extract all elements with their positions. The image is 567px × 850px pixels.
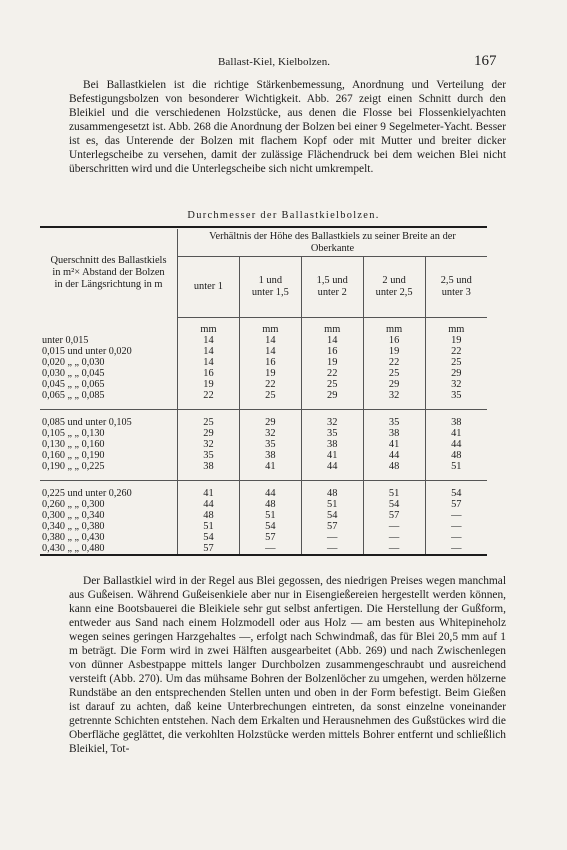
table-caption: Durchmesser der Ballastkielbolzen. [187, 210, 380, 221]
value-cell: 57 [239, 532, 301, 543]
value-cell: 51 [363, 481, 425, 500]
value-cell: 14 [178, 335, 240, 346]
table-row [40, 335, 487, 346]
value-cell: 35 [301, 428, 363, 439]
table [40, 229, 487, 554]
value-cell: 41 [363, 439, 425, 450]
value-cell: 51 [301, 499, 363, 510]
value-cell: 22 [363, 357, 425, 368]
value-cell: 16 [301, 346, 363, 357]
table-row [40, 390, 487, 410]
value-cell: 41 [178, 481, 240, 500]
value-cell: 19 [301, 357, 363, 368]
value-cell: 48 [178, 510, 240, 521]
row-label: 0,380 „ „ 0,430 [40, 532, 178, 543]
value-cell: 57 [178, 543, 240, 554]
row-label: 0,300 „ „ 0,340 [40, 510, 178, 521]
page-header [0, 53, 567, 72]
row-label: 0,030 „ „ 0,045 [40, 368, 178, 379]
value-cell: 14 [239, 346, 301, 357]
value-cell: 14 [239, 335, 301, 346]
unit-cell: mm [301, 318, 363, 336]
value-cell: 29 [363, 379, 425, 390]
running-head: Ballast-Kiel, Kielbolzen. [218, 56, 331, 68]
value-cell: 51 [425, 461, 487, 481]
value-cell: 29 [301, 390, 363, 410]
value-cell: 14 [178, 346, 240, 357]
table-body [40, 318, 487, 555]
table-row [40, 428, 487, 439]
table-row [40, 439, 487, 450]
unit-row-label [40, 318, 178, 336]
table-row [40, 450, 487, 461]
value-cell: 16 [178, 368, 240, 379]
value-cell: 41 [451, 428, 462, 439]
row-label: 0,260 „ „ 0,300 [40, 499, 178, 510]
value-cell: 57 [363, 510, 425, 521]
row-label: 0,430 „ „ 0,480 [40, 543, 178, 554]
value-cell: 44 [301, 461, 363, 481]
row-label: 0,130 „ „ 0,160 [40, 439, 178, 450]
value-cell: 41 [301, 450, 363, 461]
value-cell: 22 [178, 390, 240, 410]
row-label: 0,015 und unter 0,020 [40, 346, 178, 357]
value-cell: 38 [451, 417, 462, 428]
value-cell: 25 [178, 410, 240, 429]
paragraph-casting: Der Ballastkiel wird in der Regel aus Blei gegossen, des niedrigen Preises wegen manchmal aus Gußeisen. Während Gußeisenkiele aber nur in Eisengießereien hergestellt werden können, kann eine Bootsbauerei die Bleikiele sehr gut selbst anfertigen. Die Herstellung der Gußform, entweder aus Sand nach einem Holzmodell oder aus Holz — am besten aus Whitepineholz wegen seines geringen Harzgehaltes —, erfolgt nach Schwindmaß, das für Blei 20,5 mm auf 1 m beträgt. Die Form wird in zwei Hälften ausgearbeitet (Abb. 269) und nach Zwischenlegen von dünner Asbestpappe mittels langer Durchbolzen zusammengeschraubt und ausreichend versteift (Abb. 270). Um das mühsame Bohren der Bolzenlöcher zu umgehen, werden hölzerne Rundstäbe an den entsprechenden Stellen unten und oben in der Form befestigt. Beim Gießen ist darauf zu achten, daß keine Unterbrechungen eintreten, da sonst einzelne voneinander getrennte Schichten entstehen. Nach dem Erkalten und Herausnehmen des Gußstückes wird die Oberfläche geglättet, die verkohlten Holzstücke werden mittels Bohrer entfernt und schließlich Bleikiel, Tot- [69, 575, 506, 755]
table-row [40, 410, 487, 429]
value-cell: 16 [239, 357, 301, 368]
value-cell: 54 [363, 499, 425, 510]
value-cell: 19 [178, 379, 240, 390]
value-cell: 19 [239, 368, 301, 379]
table-row [40, 461, 487, 481]
value-cell: 32 [451, 379, 462, 390]
value-cell: — [451, 510, 462, 521]
value-cell: 32 [178, 439, 240, 450]
row-label: unter 0,015 [40, 335, 178, 346]
table-row [40, 368, 487, 379]
value-cell: 54 [178, 532, 240, 543]
value-cell: 38 [239, 450, 301, 461]
value-cell: 19 [451, 335, 462, 346]
unit-row [40, 318, 487, 336]
value-cell: — [301, 532, 363, 543]
value-cell: 41 [239, 461, 301, 481]
value-cell: — [239, 543, 301, 554]
value-cell: 14 [301, 335, 363, 346]
value-cell: 16 [363, 335, 425, 346]
value-cell: — [301, 543, 363, 554]
value-cell: 38 [178, 461, 240, 481]
value-cell: 51 [178, 521, 240, 532]
row-label: 0,340 „ „ 0,380 [40, 521, 178, 532]
unit-cell: mm [448, 324, 465, 335]
value-cell: 38 [363, 428, 425, 439]
value-cell: 51 [239, 510, 301, 521]
value-cell: 44 [239, 481, 301, 500]
row-label: 0,105 „ „ 0,130 [40, 428, 178, 439]
value-cell: 22 [301, 368, 363, 379]
bolt-diameter-table [40, 226, 487, 556]
value-cell: 35 [239, 439, 301, 450]
column-header: 2,5 und unter 3 [425, 257, 487, 318]
value-cell: 48 [451, 450, 462, 461]
unit-cell: mm [363, 318, 425, 336]
value-cell: — [363, 521, 425, 532]
column-header: unter 1 [178, 257, 240, 318]
value-cell: — [363, 543, 425, 554]
value-cell: 22 [451, 346, 462, 357]
table-row [40, 357, 487, 368]
table-row [40, 510, 487, 521]
row-label: 0,020 „ „ 0,030 [40, 357, 178, 368]
table-bottom-rule [40, 554, 487, 556]
paragraph-intro: Bei Ballastkielen ist die richtige Stärkenbemessung, Anordnung und Verteilung der Befestigungsbolzen von besonderer Wichtigkeit. Abb. 267 zeigt einen Schnitt durch den Bleikiel und die verschiedenen Holzstücke, aus denen die Flosse bei Flossenkielyachten zusammengesetzt ist. Abb. 268 die Anordnung der Bolzen bei einer 9 Segelmeter-Yacht. Besser ist es, das Unterende der Bolzen mit flachem Kopf oder mit Mutter und breiter dicker Unterlegscheibe zu versehen, damit der zulässige Flächendruck bei dem weichen Blei nicht überschritten wird und die Unterlegscheibe sich nicht umkrempelt. [69, 79, 506, 175]
table-row [40, 532, 487, 543]
row-label: 0,045 „ „ 0,065 [40, 379, 178, 390]
value-cell: 19 [363, 346, 425, 357]
value-cell: 57 [451, 499, 462, 510]
value-cell: 25 [301, 379, 363, 390]
row-label: 0,085 und unter 0,105 [40, 410, 178, 429]
value-cell: 38 [301, 439, 363, 450]
unit-cell: mm [239, 318, 301, 336]
value-cell: — [451, 543, 462, 554]
group-header: Verhältnis der Höhe des Ballastkiels zu seiner Breite an der Oberkante [178, 229, 488, 257]
value-cell: 22 [239, 379, 301, 390]
value-cell: 35 [363, 410, 425, 429]
value-cell: 32 [239, 428, 301, 439]
value-cell: 48 [301, 481, 363, 500]
value-cell: 25 [239, 390, 301, 410]
row-header: Querschnitt des Ballastkiels in m²× Abstand der Bolzen in der Längsrichtung in m [40, 229, 178, 318]
page-number: 167 [474, 53, 497, 69]
value-cell: 48 [239, 499, 301, 510]
table-row [40, 346, 487, 357]
value-cell: 44 [451, 439, 462, 450]
value-cell: — [363, 532, 425, 543]
value-cell: 25 [451, 357, 462, 368]
value-cell: 44 [178, 499, 240, 510]
value-cell: 32 [301, 410, 363, 429]
value-cell: 54 [301, 510, 363, 521]
value-cell: 54 [239, 521, 301, 532]
unit-cell: mm [178, 318, 240, 336]
column-header: 1,5 und unter 2 [301, 257, 363, 318]
column-header: 1 und unter 1,5 [239, 257, 301, 318]
column-header: 2 und unter 2,5 [363, 257, 425, 318]
value-cell: 25 [363, 368, 425, 379]
value-cell: 44 [363, 450, 425, 461]
value-cell: 35 [425, 390, 487, 410]
row-label: 0,065 „ „ 0,085 [40, 390, 178, 410]
value-cell: 29 [451, 368, 462, 379]
row-label: 0,160 „ „ 0,190 [40, 450, 178, 461]
row-label: 0,225 und unter 0,260 [40, 481, 178, 500]
value-cell: 54 [451, 488, 462, 499]
table-row [40, 481, 487, 500]
value-cell: 57 [301, 521, 363, 532]
table-row [40, 499, 487, 510]
table-row [40, 379, 487, 390]
value-cell: 32 [363, 390, 425, 410]
value-cell: 48 [363, 461, 425, 481]
row-label: 0,190 „ „ 0,225 [40, 461, 178, 481]
table-row [40, 543, 487, 554]
value-cell: 29 [178, 428, 240, 439]
value-cell: 29 [239, 410, 301, 429]
value-cell: 14 [178, 357, 240, 368]
value-cell: — [451, 532, 462, 543]
table-row [40, 521, 487, 532]
value-cell: — [451, 521, 462, 532]
value-cell: 35 [178, 450, 240, 461]
